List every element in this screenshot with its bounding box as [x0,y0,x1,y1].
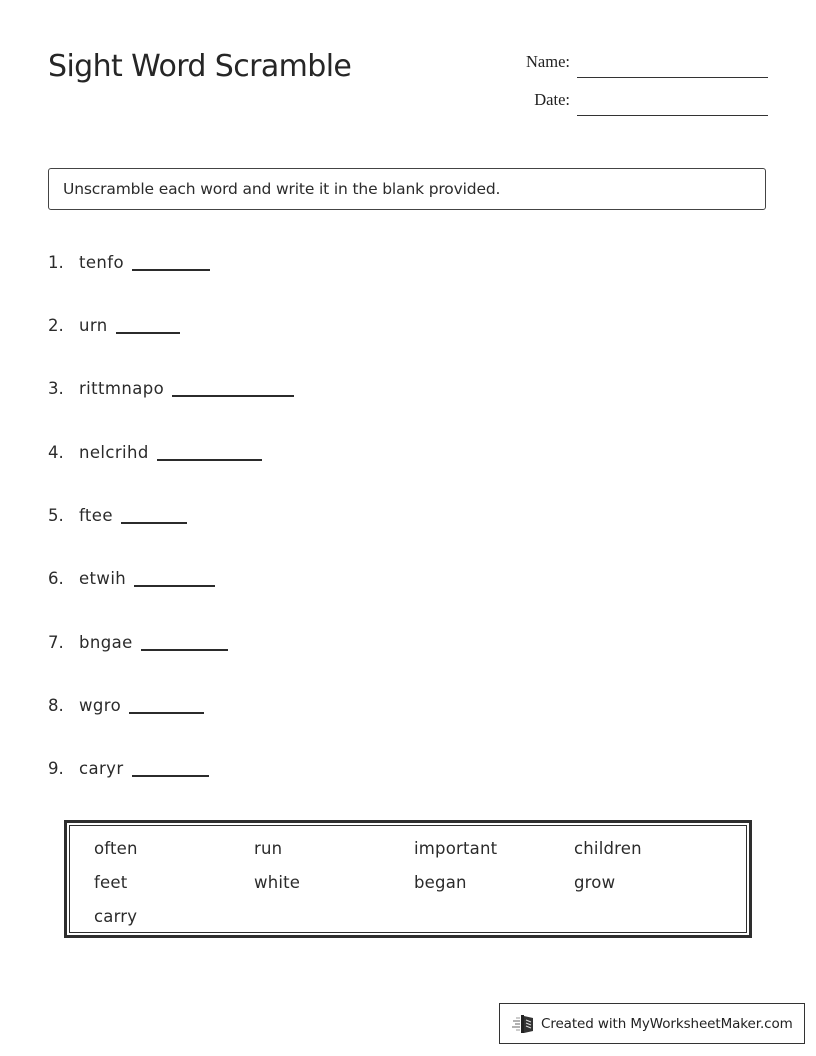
answer-blank[interactable] [116,331,180,334]
name-blank-line[interactable] [577,77,768,78]
answer-blank[interactable] [172,394,294,397]
question-item [48,567,215,591]
question-number: 7. [48,633,64,652]
word-bank-item: children [574,839,642,858]
answer-blank[interactable] [132,774,209,777]
word-bank-item: grow [574,873,616,892]
question-item [48,504,187,528]
word-bank-item: important [414,839,498,858]
answer-blank[interactable] [129,711,204,714]
question-item [48,314,180,338]
name-field[interactable] [500,52,768,78]
worksheet-maker-logo-icon [512,1013,536,1035]
scrambled-word: urn [79,316,108,335]
word-bank-inner-border [69,825,747,933]
answer-blank[interactable] [121,521,187,524]
date-blank-line[interactable] [577,115,768,116]
word-bank-item: feet [94,873,128,892]
scrambled-word: rittmnapo [79,379,165,398]
word-bank-item: run [254,839,283,858]
answer-blank[interactable] [132,268,210,271]
scrambled-word: bngae [79,633,133,652]
question-number: 9. [48,759,64,778]
word-bank-item: carry [94,907,138,926]
instructions-box: Unscramble each word and write it in the blank provided. [48,168,766,210]
question-item [48,441,262,465]
created-with-badge[interactable] [499,1003,805,1044]
scrambled-word: wgro [79,696,122,715]
word-bank-item: white [254,873,301,892]
worksheet-title: Sight Word Scramble [48,49,352,84]
question-item [48,631,228,655]
question-number: 8. [48,696,64,715]
scrambled-word: ftee [79,506,113,525]
question-item [48,377,294,401]
word-bank-item: began [414,873,467,892]
answer-blank[interactable] [157,458,262,461]
question-number: 3. [48,379,64,398]
name-label: Name: [526,52,570,71]
question-item [48,757,209,781]
answer-blank[interactable] [141,648,228,651]
created-with-text: Created with MyWorksheetMaker.com [541,1015,793,1032]
date-field[interactable] [500,90,768,116]
scrambled-word: caryr [79,759,124,778]
scrambled-word: tenfo [79,253,124,272]
scrambled-word: nelcrihd [79,443,149,462]
scrambled-word: etwih [79,569,127,588]
question-number: 5. [48,506,64,525]
question-number: 1. [48,253,64,272]
question-number: 4. [48,443,64,462]
word-bank-item: often [94,839,138,858]
question-number: 6. [48,569,64,588]
word-bank [64,820,752,938]
question-number: 2. [48,316,64,335]
question-item [48,694,204,718]
date-label: Date: [534,90,570,109]
answer-blank[interactable] [134,584,215,587]
question-item [48,251,210,275]
